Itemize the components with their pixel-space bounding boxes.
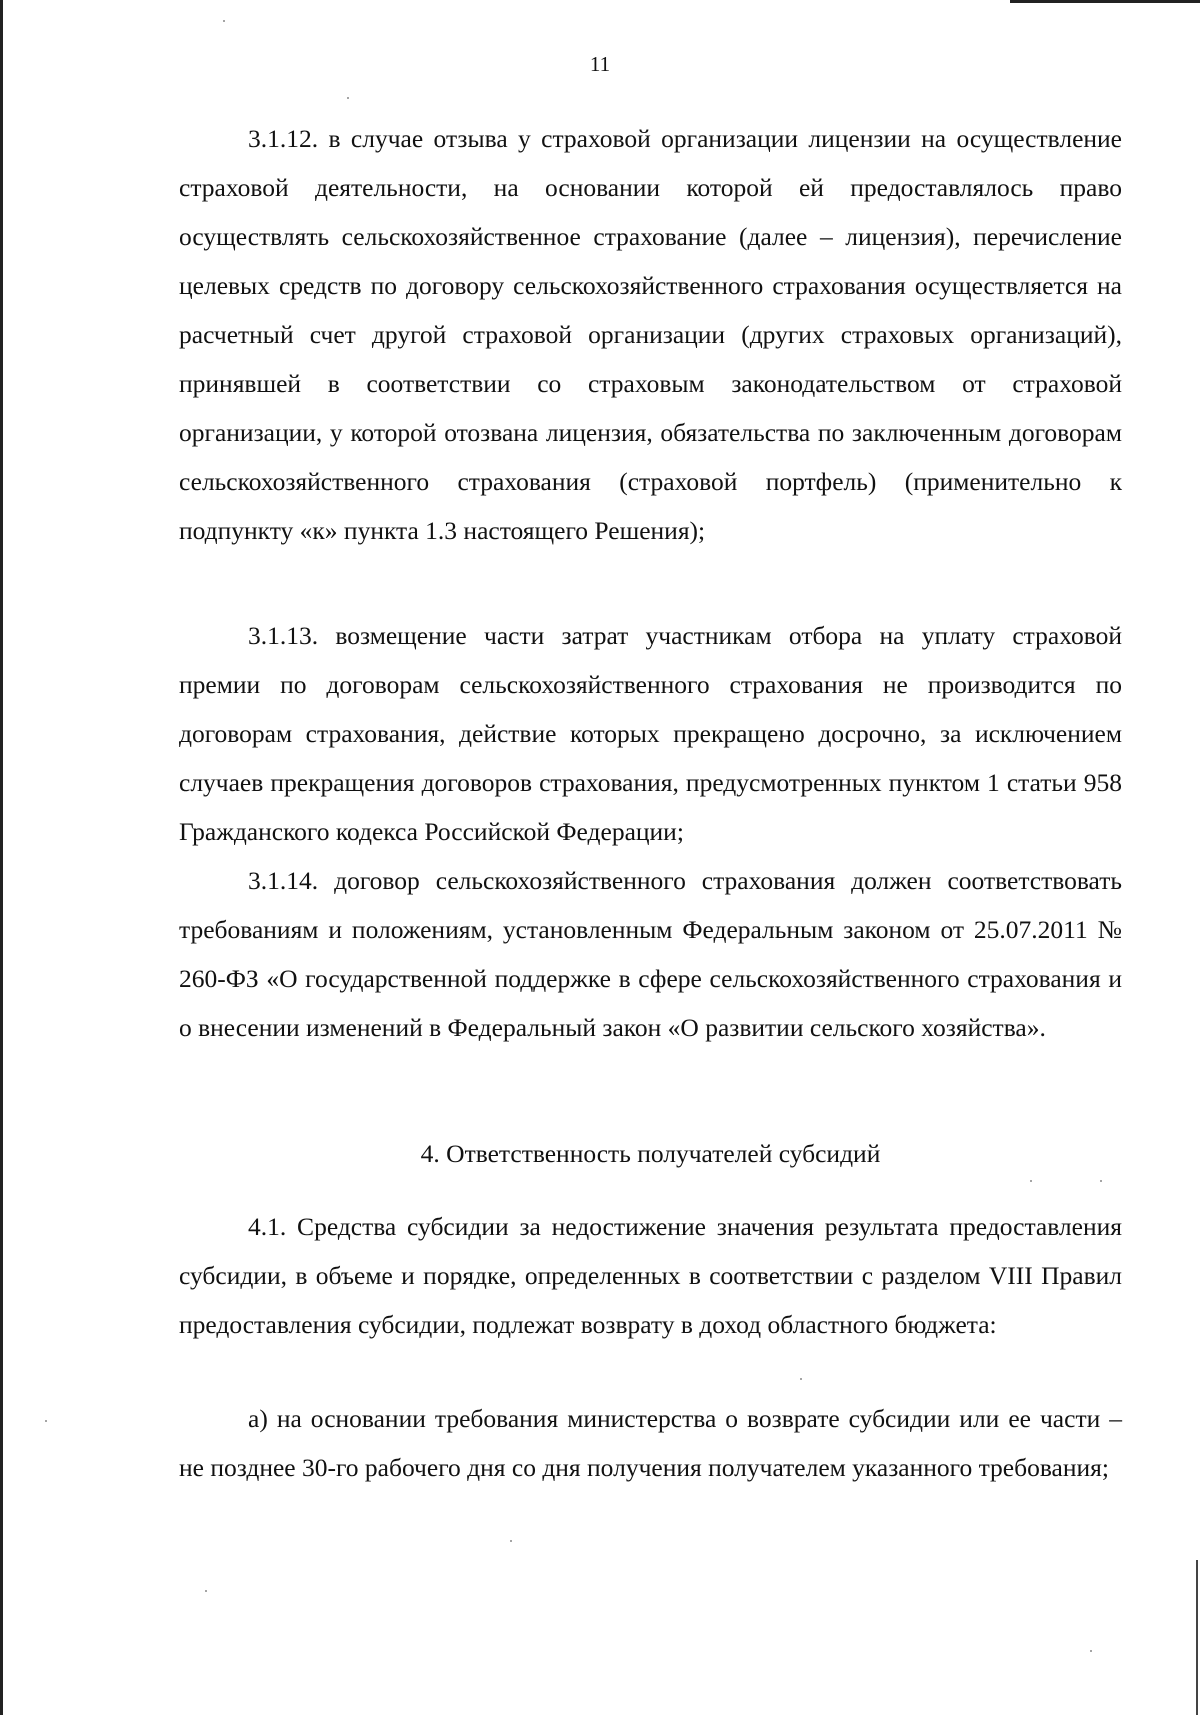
scan-speck <box>1090 1650 1092 1652</box>
scan-edge-left <box>0 0 3 1715</box>
scan-speck <box>1100 1180 1102 1182</box>
scan-speck <box>800 1378 802 1380</box>
scan-edge-top <box>1010 0 1200 3</box>
paragraph-4-1-a <box>179 1394 1122 1492</box>
paragraph-text: 3.1.12. в случае отзыва у страховой организации лицензии на осуществление страховой деятельности, на основании которой ей предоставлялось право осуществлять сельскохозяйственное страхование (далее – лицензия), перечисление целевых средств по договору сельскохозяйственного страхования осуществляется на расчетный счет другой страховой организации (других страховых организаций), принявшей в соответствии со страховым законодательством от страховой организации, у которой отозвана лицензия, обязательства по заключенным договорам сельскохозяйственного страхования (страховой портфель) (применительно к подпункту «к» пункта 1.3 настоящего Решения); <box>179 124 1122 545</box>
paragraph-text: а) на основании требования министерства о возврате субсидии или ее части – не позднее 30-го рабочего дня со дня получения получателем указанного требования; <box>179 1404 1122 1482</box>
scan-speck <box>45 1420 47 1422</box>
paragraph-3-1-14 <box>179 856 1122 1052</box>
section-heading: 4. Ответственность получателей субсидий <box>420 1139 881 1168</box>
paragraph-4-1 <box>179 1202 1122 1349</box>
scan-speck <box>1030 1180 1032 1182</box>
paragraph-3-1-12 <box>179 114 1122 555</box>
scan-speck <box>347 97 349 99</box>
scan-speck <box>223 20 225 22</box>
paragraph-text: 3.1.14. договор сельскохозяйственного страхования должен соответствовать требованиям и положениям, установленным Федеральным законом от 25.07.2011 № 260-ФЗ «О государственной поддержке в сфере сельскохозяйственного страхования и о внесении изменений в Федеральный закон «О развитии сельского хозяйства». <box>179 866 1122 1042</box>
paragraph-3-1-13 <box>179 611 1122 856</box>
page-number: 11 <box>589 52 611 76</box>
scan-edge-right <box>1196 1560 1198 1715</box>
scan-speck <box>205 1590 207 1592</box>
paragraph-text: 3.1.13. возмещение части затрат участникам отбора на уплату страховой премии по договорам сельскохозяйственного страхования не производится по договорам страхования, действие которых прекращено досрочно, за исключением случаев прекращения договоров страхования, предусмотренных пунктом 1 статьи 958 Гражданского кодекса Российской Федерации; <box>179 621 1122 846</box>
paragraph-text: 4.1. Средства субсидии за недостижение значения результата предоставления субсидии, в объеме и порядке, определенных в соответствии с разделом VIII Правил предоставления субсидии, подлежат возврату в доход областного бюджета: <box>179 1212 1122 1339</box>
scan-speck <box>510 1540 512 1542</box>
